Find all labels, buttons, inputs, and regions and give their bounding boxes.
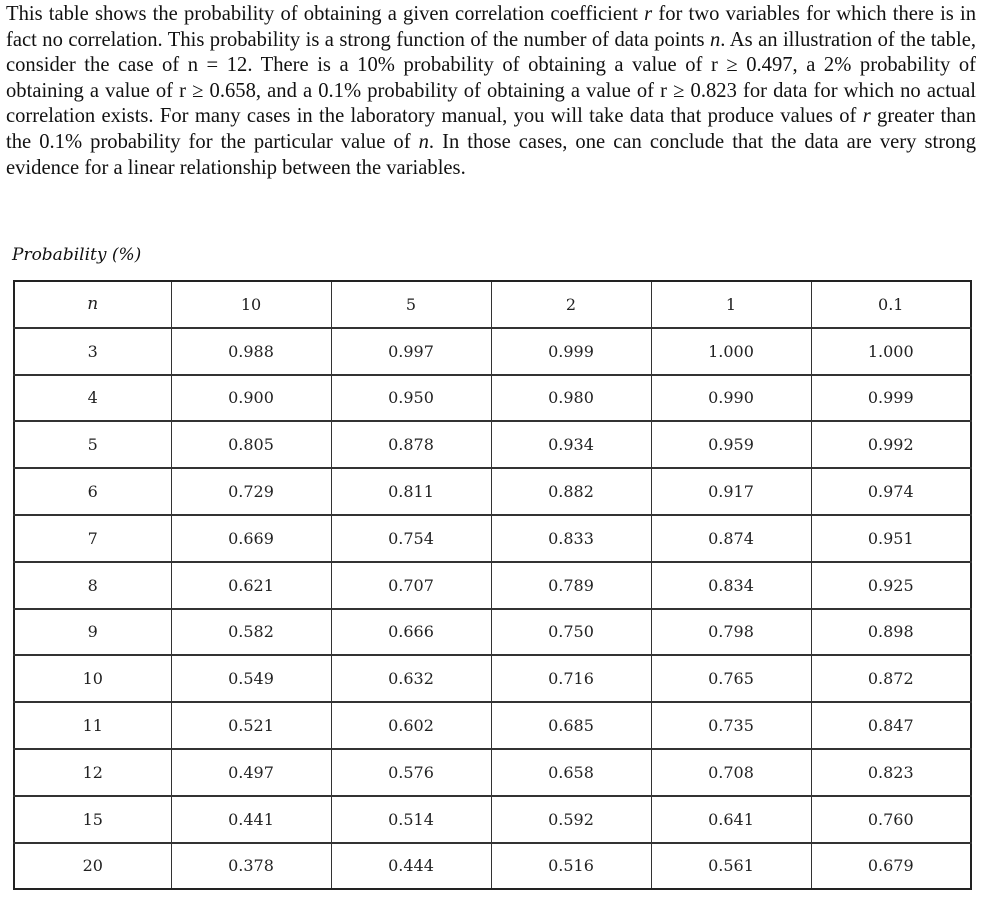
- variable-r: r: [644, 3, 653, 25]
- table-row: [14, 702, 971, 749]
- r-value-cell: 0.999: [811, 375, 971, 422]
- intro-text: , and a 0.1% probability of obtaining a value of: [255, 79, 661, 102]
- table-row: [14, 421, 971, 468]
- condition-10-percent: r ≥ 0.497: [710, 54, 793, 77]
- condition-0-1-percent: r ≥ 0.823: [660, 79, 737, 102]
- r-value-cell: 0.582: [171, 609, 331, 656]
- intro-text: , a 2% probability of obtaining a value of: [6, 54, 976, 102]
- r-value-cell: 0.934: [491, 421, 651, 468]
- row-n-value: 15: [14, 796, 171, 843]
- r-value-cell: 0.811: [331, 468, 491, 515]
- r-value-cell: 1.000: [811, 328, 971, 375]
- r-value-cell: 0.576: [331, 749, 491, 796]
- r-value-cell: 0.882: [491, 468, 651, 515]
- intro-paragraph: [6, 2, 976, 181]
- r-value-cell: 0.658: [491, 749, 651, 796]
- table-row: [14, 515, 971, 562]
- row-n-value: 10: [14, 655, 171, 702]
- table-row: [14, 796, 971, 843]
- r-value-cell: 0.925: [811, 562, 971, 609]
- r-value-cell: 0.514: [331, 796, 491, 843]
- header-probability: 1: [651, 281, 811, 328]
- r-value-cell: 0.990: [651, 375, 811, 422]
- r-value-cell: 0.805: [171, 421, 331, 468]
- r-value-cell: 0.641: [651, 796, 811, 843]
- row-n-value: 4: [14, 375, 171, 422]
- row-n-value: 9: [14, 609, 171, 656]
- r-value-cell: 0.707: [331, 562, 491, 609]
- intro-text: . In those cases, one can conclude that the data are very strong evidence for a linear relationship between the variables.: [6, 130, 976, 179]
- header-probability: 0.1: [811, 281, 971, 328]
- r-value-cell: 0.632: [331, 655, 491, 702]
- r-value-cell: 0.444: [331, 843, 491, 890]
- table-row: [14, 562, 971, 609]
- r-value-cell: 0.959: [651, 421, 811, 468]
- r-value-cell: 0.708: [651, 749, 811, 796]
- r-value-cell: 0.735: [651, 702, 811, 749]
- r-value-cell: 0.497: [171, 749, 331, 796]
- r-value-cell: 0.621: [171, 562, 331, 609]
- r-value-cell: 0.847: [811, 702, 971, 749]
- variable-n: n: [710, 28, 721, 51]
- r-value-cell: 0.750: [491, 609, 651, 656]
- n-equals-12: n = 12: [187, 54, 248, 77]
- header-probability: 10: [171, 281, 331, 328]
- row-n-value: 6: [14, 468, 171, 515]
- table-row: [14, 749, 971, 796]
- r-value-cell: 0.798: [651, 609, 811, 656]
- variable-n: n: [418, 130, 429, 153]
- r-value-cell: 0.760: [811, 796, 971, 843]
- correlation-probability-table: [13, 280, 972, 890]
- r-value-cell: 0.988: [171, 328, 331, 375]
- r-value-cell: 0.950: [331, 375, 491, 422]
- condition-2-percent: r ≥ 0.658: [179, 79, 256, 102]
- r-value-cell: 0.878: [331, 421, 491, 468]
- intro-text: This table shows the probability of obtaining a given correlation coefficient: [6, 3, 645, 25]
- variable-r: r: [862, 105, 871, 128]
- intro-text: for data for which no actual correlation exists. For many cases in the laboratory manual, you will take data that produce values of: [6, 79, 976, 128]
- table-row: [14, 609, 971, 656]
- r-value-cell: 0.729: [171, 468, 331, 515]
- header-probability: 2: [491, 281, 651, 328]
- r-value-cell: 0.898: [811, 609, 971, 656]
- r-value-cell: 0.980: [491, 375, 651, 422]
- r-value-cell: 0.561: [651, 843, 811, 890]
- r-value-cell: 0.999: [491, 328, 651, 375]
- r-value-cell: 0.974: [811, 468, 971, 515]
- r-value-cell: 0.685: [491, 702, 651, 749]
- r-value-cell: 0.765: [651, 655, 811, 702]
- r-value-cell: 0.823: [811, 749, 971, 796]
- row-n-value: 11: [14, 702, 171, 749]
- header-n: n: [14, 281, 171, 328]
- r-value-cell: 0.602: [331, 702, 491, 749]
- r-value-cell: 0.716: [491, 655, 651, 702]
- r-value-cell: 0.378: [171, 843, 331, 890]
- table-row: [14, 468, 971, 515]
- r-value-cell: 0.521: [171, 702, 331, 749]
- r-value-cell: 0.666: [331, 609, 491, 656]
- row-n-value: 8: [14, 562, 171, 609]
- r-value-cell: 0.872: [811, 655, 971, 702]
- r-value-cell: 0.951: [811, 515, 971, 562]
- r-value-cell: 0.900: [171, 375, 331, 422]
- row-n-value: 3: [14, 328, 171, 375]
- r-value-cell: 0.549: [171, 655, 331, 702]
- intro-text: for two variables for which there is in fact no correlation. This probability is a strong function of the number of data points: [6, 3, 976, 51]
- r-value-cell: 0.834: [651, 562, 811, 609]
- intro-text: . As an illustration of the table, consider the case of: [6, 28, 976, 77]
- row-n-value: 20: [82, 856, 103, 876]
- row-n-value: 12: [14, 749, 171, 796]
- table-row: [14, 655, 971, 702]
- table-row: [14, 328, 971, 375]
- r-value-cell: 1.000: [651, 328, 811, 375]
- table-header-row: [14, 281, 971, 328]
- r-value-cell: 0.992: [811, 421, 971, 468]
- table-row: [14, 375, 971, 422]
- intro-text: greater than the 0.1% probability for the particular value of: [6, 105, 976, 153]
- r-value-cell: 0.997: [331, 328, 491, 375]
- r-value-cell: 0.754: [331, 515, 491, 562]
- r-value-cell: 0.874: [651, 515, 811, 562]
- table-row: [14, 843, 971, 890]
- row-n-value: 5: [14, 421, 171, 468]
- table-caption: Probability (%): [12, 245, 142, 265]
- intro-text: . There is a 10% probability of obtaining a value of: [247, 54, 711, 77]
- r-value-cell: 0.917: [651, 468, 811, 515]
- r-value-cell: 0.789: [491, 562, 651, 609]
- row-n-value: 7: [14, 515, 171, 562]
- r-value-cell: 0.516: [491, 843, 651, 890]
- r-value-cell: 0.669: [171, 515, 331, 562]
- r-value-cell: 0.833: [491, 515, 651, 562]
- r-value-cell: 0.441: [171, 796, 331, 843]
- header-probability: 5: [331, 281, 491, 328]
- r-value-cell: 0.679: [811, 843, 971, 890]
- r-value-cell: 0.592: [491, 796, 651, 843]
